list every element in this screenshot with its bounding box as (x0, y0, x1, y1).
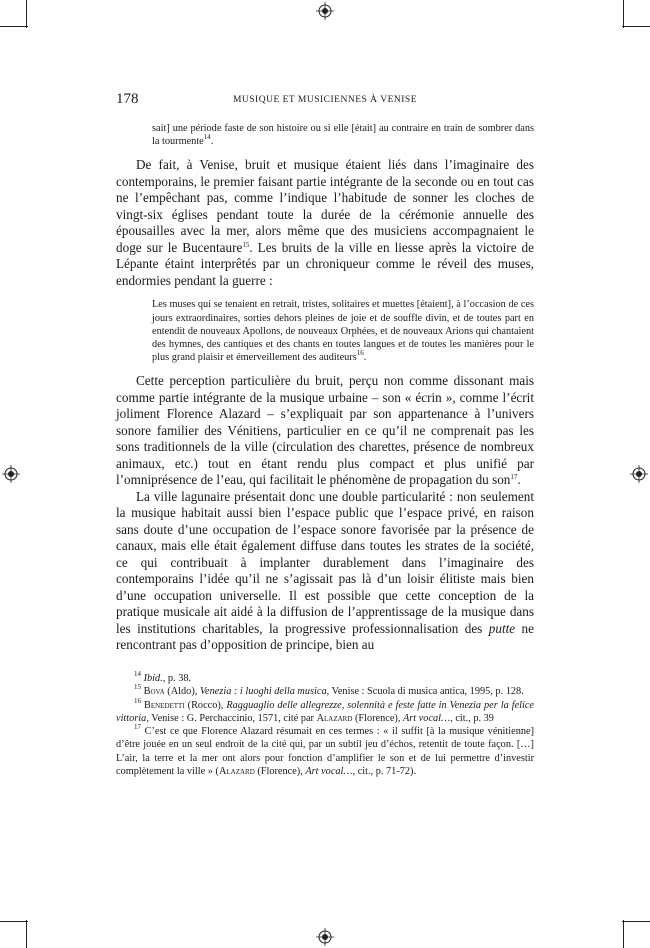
registration-mark-icon (316, 928, 334, 946)
paragraph (116, 373, 534, 489)
paragraph (116, 157, 534, 289)
footnote-italic: Ibid. (143, 673, 163, 684)
footnote-number: 16 (134, 696, 141, 705)
footnote-15 (116, 685, 534, 698)
crop-mark-bottom-right-vertical (623, 920, 624, 948)
footnote-number: 15 (134, 683, 141, 692)
footnote-title: Art vocal… (305, 766, 353, 778)
quote-text: sait] une période faste de son histoire ou si elle [était] au contraire en train de sombrer dans la tourmente (152, 123, 534, 148)
footnote-ref-14[interactable]: 14 (203, 133, 211, 142)
footnote-title: Ragguaglio delle allegrezze, solennità e feste fatte in Venezia per la felice vittoria, (116, 699, 534, 724)
footnote-16 (116, 696, 534, 726)
footnotes (116, 672, 534, 778)
footnote-author: Bova (143, 686, 165, 698)
footnote-text: Venise : G. Perchaccinio, 1571, cité par (148, 712, 317, 724)
footnote-text: , cit., p. 39 (450, 712, 494, 724)
running-title: MUSIQUE ET MUSICIENNES À VENISE (232, 95, 418, 105)
quote-text: Les muses qui se tenaient en retrait, tristes, solitaires et muettes [étaient], à l’occasion de ces jours extraordinaires, sorties dehors pleines de joie et de souffle divin, et de toutes part en entendit de nouveaux Apollons, de nouveaux Orphées, et de nouveaux Arions qui chantaient des hymnes, des cantiques et des chants en toutes langues et de toutes les manières pour le plus grand plaisir et émerveillement des auditeurs (152, 299, 534, 364)
footnote-ref-16[interactable]: 16 (356, 349, 364, 358)
quote-end: . (210, 136, 214, 148)
footnote-author: Alazard (316, 712, 353, 724)
block-quote (152, 298, 534, 364)
footnote-ref-15[interactable]: 15 (242, 240, 250, 249)
paragraph-text: De fait, à Venise, bruit et musique étaient liés dans l’imaginaire des contemporains, le premier faisant partie intégrante de la seconde ou en tout cas ne l’empêchant pas, comme l’indique l’habitude de sonner les cloches de vingt-six églises pendant toute la durée de la cérémonie annuelle des épousailles avec la mer, alors même que des musiciens accompagnaient le doge sur le Bucentaure (116, 157, 534, 255)
crop-mark-top-left-vertical (26, 0, 27, 28)
crop-mark-top-right-horizontal (622, 26, 650, 27)
page-number: 178 (116, 91, 139, 107)
registration-mark-icon (316, 2, 334, 20)
footnote-title: Art vocal… (403, 712, 451, 724)
footnote-14 (116, 672, 534, 685)
footnote-text: (Rocco), (184, 699, 227, 711)
main-text (116, 122, 534, 654)
footnote-author: Benedetti (143, 699, 185, 711)
footnote-17 (116, 725, 534, 778)
footnote-text: , Venise : Scuola di musica antica, 1995, p. 128. (326, 686, 524, 698)
crop-mark-bottom-left-horizontal (0, 921, 28, 922)
footnote-text: (Aldo), (164, 686, 200, 698)
crop-mark-bottom-left-vertical (26, 920, 27, 948)
footnote-author: Alazard (218, 766, 255, 778)
paragraph-text: ne rencontrant pas d’opposition de principe, bien au (116, 620, 534, 653)
paragraph-text: . Les bruits de la ville en liesse après la victoire de Lépante étaint interprêtés par un chroniqueur comme le réveil des muses, endormies pendant la guerre : (116, 239, 534, 288)
italic-term: putte (488, 620, 516, 636)
crop-mark-top-left-horizontal (0, 26, 28, 27)
footnote-title: Venezia : i luoghi della musica (199, 686, 327, 698)
footnote-number: 17 (134, 723, 141, 732)
footnote-text: C’est ce que Florence Alazard résumait en ces termes : « il suffit [à la musique vénitienne] d’être jouée en un seul endroit de la cité qui, par un subtil jeu d’échos, retentit de toute façon. […] L’air, la terre et la mer ont alors pour fonction d’amplifier le son et de lui permettre d’investir complètement la ville » ( (116, 726, 534, 778)
crop-mark-bottom-right-horizontal (622, 921, 650, 922)
footnote-text: (Florence), (352, 712, 403, 724)
paragraph (116, 489, 534, 654)
footnote-text: , p. 38. (162, 673, 192, 684)
footnote-text: (Florence), (254, 766, 306, 778)
footnote-number: 14 (134, 670, 141, 678)
paragraph-text: La ville lagunaire présentait donc une double particularité : non seulement la musique habitait aussi bien l’espace public que l’espace privé, en raison sans doute d’une occupation de l’espace sonore favorisée par la présence de canaux, mais elle était également diffuse dans toutes les strates de la société, ce qui contribuait à implanter durablement dans l’imaginaire des contemporains l’idée qu’il ne s’agissait pas là d’un loisir élitiste mais bien d’une occupation universelle. Il est possible que cette conception de la pratique musicale ait aidé à la diffusion de l’apprentissage de la musique dans les institutions charitables, la progressive professionnalisation des (116, 488, 534, 636)
quote-end: . (363, 352, 367, 364)
paragraph-end: . (517, 472, 521, 488)
paragraph-text: Cette perception particulière du bruit, perçu non comme dissonant mais comme partie intégrante de la musique urbaine – son « écrin », comme l’écrit joliment Florence Alazard – s’expliquait par son appartenance à l’univers sonore familier des Vénitiens, particulier en ce qu’il ne comprenait pas les sons traditionnels de la ville (circulation des charettes, présence de nombreux animaux, etc.) tout en étant rendu plus compact et plus unifié par l’omniprésence de l’eau, qui facilitait le phénomène de propagation du son (116, 373, 534, 488)
footnote-ref-17[interactable]: 17 (510, 473, 518, 482)
footnote-text: , cit., p. 71-72). (352, 766, 417, 778)
registration-mark-icon (630, 465, 648, 483)
registration-mark-icon (2, 465, 20, 483)
block-quote-continuation (152, 122, 534, 148)
crop-mark-top-right-vertical (623, 0, 624, 28)
